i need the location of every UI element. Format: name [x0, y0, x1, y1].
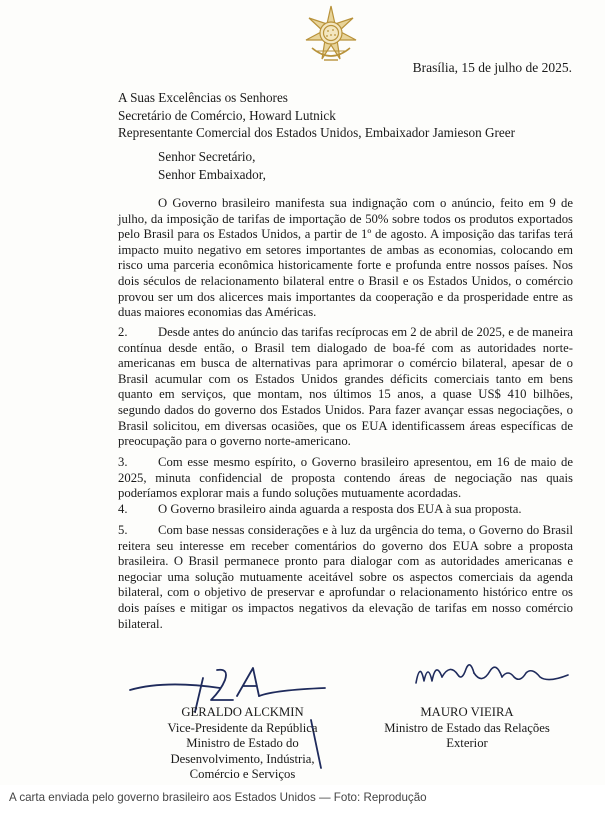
addressee-line: Representante Comercial dos Estados Unidos, Embaixador Jamieson Greer: [118, 125, 515, 140]
signatory-title-line: Comércio e Serviços: [189, 767, 296, 781]
signatory-title-line: Desenvolvimento, Indústria,: [170, 751, 315, 766]
paragraph-2: [118, 325, 573, 450]
salutation-line: Senhor Embaixador,: [158, 166, 266, 182]
signature-vieira: [412, 655, 572, 695]
signatory-name: MAURO VIEIRA: [420, 705, 514, 719]
signatory-title-line: Exterior: [446, 736, 488, 750]
paragraph-number: 2.: [118, 325, 128, 339]
signatory-title-line: Ministro de Estado do: [186, 736, 299, 750]
signatory-title-line: Ministro de Estado das Relações: [384, 720, 550, 735]
paragraph-text: Desde antes do anúncio das tarifas recíprocas em 2 de abril de 2025, e de maneira contínua desde então, o Brasil tem dialogado de boa-fé com as autoridades norte-americanas em busca de alternativas para aprimorar o comércio bilateral, apesar de o Brasil acumular com os Estados Unidos grandes déficits comerciais tanto em bens quanto em serviços, que montam, nos últimos 15 anos, a quase US$ 410 bilhões, segundo dados do governo dos Estados Unidos. Para fazer avançar essas negociações, o Brasil solicitou, em diversas ocasiões, que os EUA identificassem áreas específicas de preocupação para o governo norte-americano.: [118, 325, 573, 449]
signatory-title-line: Vice-Presidente da República: [167, 720, 318, 735]
paragraph-3: [118, 455, 573, 502]
signatory-name: GERALDO ALCKMIN: [181, 705, 304, 719]
paragraph-text: O Governo brasileiro manifesta sua indignação com o anúncio, feito em 9 de julho, da imposição de tarifas de importação de 50% sobre todos os produtos exportados pelo Brasil para os Estados Unidos, a partir de 1º de agosto. A imposição das tarifas terá impacto muito negativo em setores importantes de ambas as economias, colocando em risco uma parceria econômica historicamente forte e profunda entre nossos países. Nos dois séculos de relacionamento bilateral entre o Brasil e os Estados Unidos, o comércio provou ser um dos alicerces mais importantes da cooperação e da prosperidade entre as duas maiores economias das Américas.: [118, 196, 573, 320]
letter-date: Brasília, 15 de julho de 2025.: [412, 60, 572, 75]
signatory-vieira: [372, 705, 562, 752]
addressee-line: Secretário de Comércio, Howard Lutnick: [118, 107, 336, 123]
brazil-coat-of-arms-icon: [302, 4, 360, 66]
paragraph-4: [118, 502, 573, 518]
paragraph-5: [118, 523, 573, 632]
salutation-block: [158, 148, 266, 183]
paragraph-number: 5.: [118, 523, 128, 537]
paragraph-number: 3.: [118, 455, 128, 469]
paragraph-text: Com esse mesmo espírito, o Governo brasileiro apresentou, em 16 de maio de 2025, minuta confidencial de proposta contendo áreas de negociação nas quais poderíamos explorar mais a fundo soluções mutuamente acordadas.: [118, 455, 573, 501]
paragraph-number: 4.: [118, 502, 128, 516]
paragraph-text: O Governo brasileiro ainda aguarda a resposta dos EUA à sua proposta.: [158, 502, 522, 516]
paragraph-1: [118, 196, 573, 321]
addressee-line: A Suas Excelências os Senhores: [118, 90, 288, 105]
paragraph-text: Com base nessas considerações e à luz da urgência do tema, o Governo do Brasil reitera seu interesse em receber comentários do governo dos EUA sobre a proposta brasileira. O Brasil permanece pronto para dialogar com as autoridades americanas e negociar uma solução mutuamente aceitável sobre os aspectos comerciais da agenda bilateral, com o objetivo de preservar e aprofundar o relacionamento histórico entre os dois países e mitigar os impactos negativos da elevação de tarifas em nosso comércio bilateral.: [118, 523, 573, 631]
salutation-line: Senhor Secretário,: [158, 149, 256, 164]
addressee-block: [118, 89, 515, 142]
signatory-alckmin: [150, 705, 335, 783]
image-caption: A carta enviada pelo governo brasileiro aos Estados Unidos — Foto: Reprodução: [9, 791, 427, 804]
